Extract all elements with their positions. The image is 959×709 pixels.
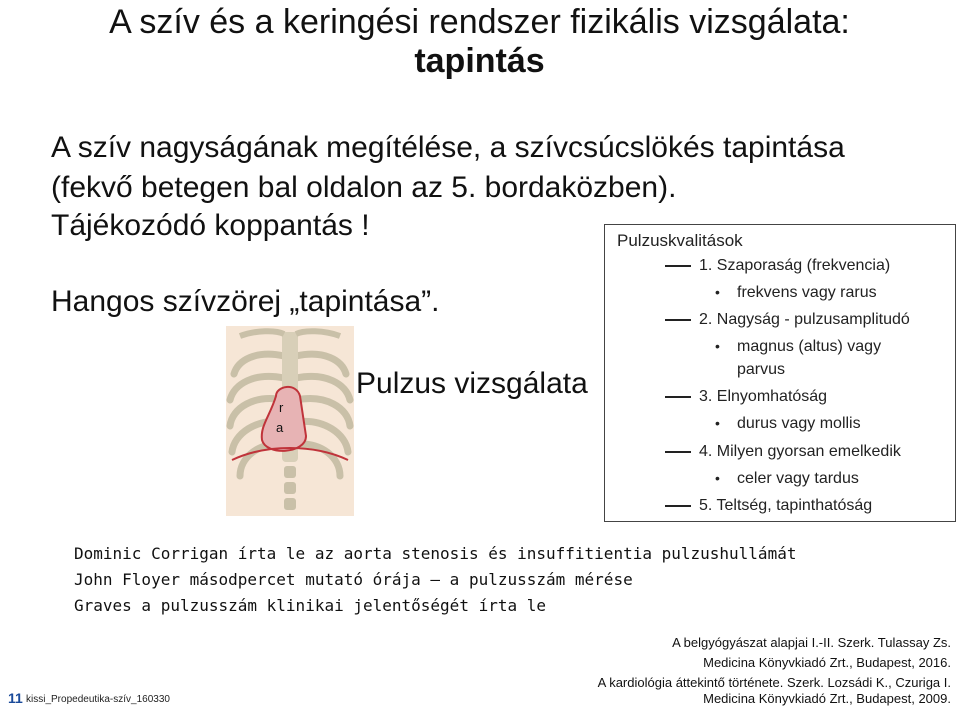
slide-id: kissi_Propedeutika-szív_160330 [26, 694, 170, 705]
body-line: A szív nagyságának megítélése, a szívcsúcslökés tapintása [51, 131, 845, 164]
label-a: a [276, 420, 284, 435]
slide-title-line1: A szív és a keringési rendszer fizikális vizsgálata: [109, 3, 850, 41]
spine [284, 466, 296, 510]
chest-heart-illustration [226, 326, 354, 516]
reference-line: Medicina Könyvkiadó Zrt., Budapest, 2016. [703, 655, 951, 670]
quality-item: 3. Elnyomhatóság [605, 388, 827, 406]
dash-bullet [665, 451, 691, 453]
quality-item: 5. Teltség, tapinthatóság [605, 497, 872, 515]
bullet-icon: • [715, 415, 720, 431]
bullet-icon: • [715, 470, 720, 486]
history-line: John Floyer másodpercet mutató órája – a pulzusszám mérése [74, 570, 633, 589]
quality-item: 1. Szaporaság (frekvencia) [605, 257, 890, 275]
body-line: Hangos szívzörej „tapintása”. [51, 285, 440, 318]
quality-sub-continuation: parvus [737, 361, 786, 378]
dash-bullet [665, 505, 691, 507]
page-number: 11 [8, 690, 23, 706]
quality-sub: • celer vagy tardus [715, 470, 859, 487]
history-line: Graves a pulzusszám klinikai jelentőségét írta le [74, 596, 547, 615]
quality-sub: • magnus (altus) vagy [715, 338, 882, 355]
bullet-icon: • [715, 338, 720, 354]
quality-item: 4. Milyen gyorsan emelkedik [605, 443, 901, 461]
pulse-qualities-box [604, 224, 956, 522]
label-r: r [279, 400, 284, 415]
quality-item: 2. Nagyság - pulzusamplitudó [605, 311, 910, 329]
quality-sub: • frekvens vagy rarus [715, 284, 877, 301]
reference-line: A belgyógyászat alapjai I.-II. Szerk. Tulassay Zs. [672, 635, 951, 650]
body-line: (fekvő betegen bal oldalon az 5. bordaközben). [51, 171, 677, 204]
slide-title-line2: tapintás [414, 42, 545, 80]
reference-line: Medicina Könyvkiadó Zrt., Budapest, 2009. [703, 691, 951, 706]
history-line: Dominic Corrigan írta le az aorta stenosis és insuffitientia pulzushullámát [74, 544, 797, 563]
dash-bullet [665, 319, 691, 321]
pulse-qualities-title: Pulzuskvalitások [617, 231, 743, 250]
dash-bullet [665, 265, 691, 267]
bullet-icon: • [715, 284, 720, 300]
reference-line: A kardiológia áttekintő története. Szerk. Lozsádi K., Czuriga I. [597, 675, 951, 690]
dash-bullet [665, 396, 691, 398]
body-line: Tájékozódó koppantás ! [51, 209, 370, 242]
pulse-exam-label: Pulzus vizsgálata [356, 367, 588, 400]
quality-sub: • durus vagy mollis [715, 415, 861, 432]
